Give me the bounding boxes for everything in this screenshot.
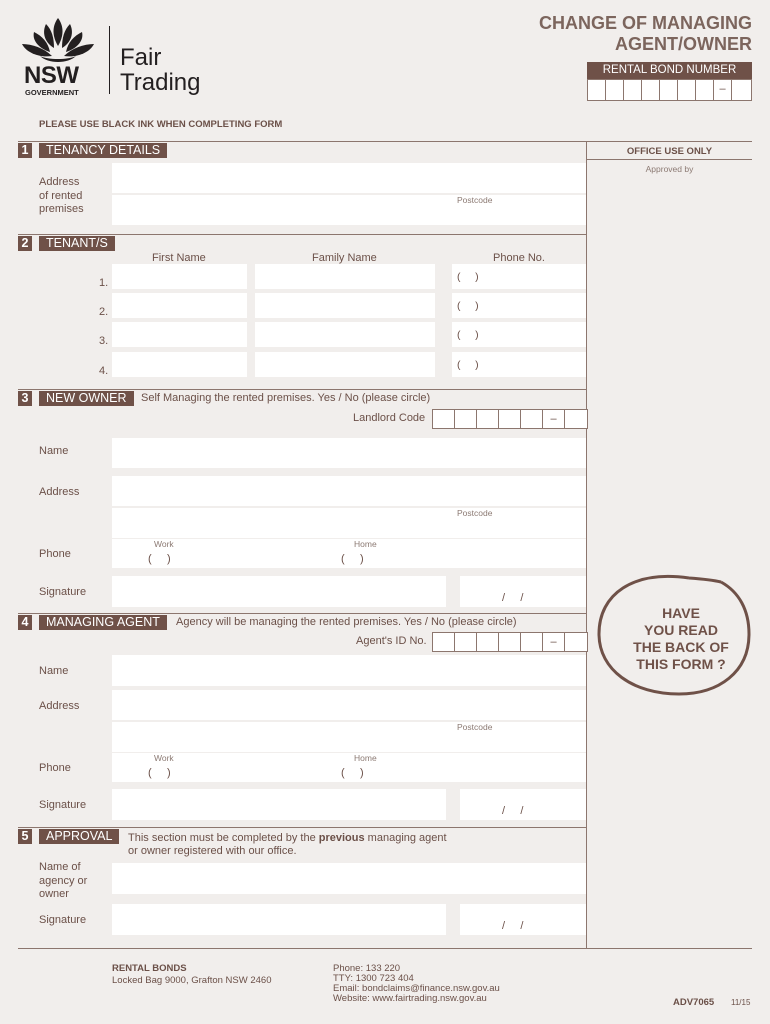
agent-id-label: Agent's ID No. bbox=[356, 635, 427, 647]
agent-signature-label: Signature bbox=[39, 799, 87, 811]
tenant-3-phone-input[interactable] bbox=[452, 322, 586, 347]
phone-parens: ( ) bbox=[457, 271, 479, 283]
tenant-3-first-name-input[interactable] bbox=[112, 322, 247, 347]
tenant-4-phone-input[interactable] bbox=[452, 352, 586, 377]
tenant-4-family-name-input[interactable] bbox=[255, 352, 435, 377]
agent-address-line2-input[interactable] bbox=[112, 722, 586, 752]
form-code: ADV7065 bbox=[673, 997, 715, 1008]
form-version: 11/15 bbox=[731, 998, 751, 1007]
first-name-header: First Name bbox=[152, 252, 206, 264]
agent-signature-input[interactable] bbox=[112, 789, 446, 820]
section-2-title: TENANT/S bbox=[39, 236, 115, 251]
agent-phone-label: Phone bbox=[39, 762, 71, 774]
owner-date-input[interactable] bbox=[460, 576, 586, 607]
logo-government-text: GOVERNMENT bbox=[25, 88, 79, 97]
agent-work-parens: ( ) bbox=[148, 767, 171, 779]
owner-signature-input[interactable] bbox=[112, 576, 446, 607]
section-4-rule bbox=[18, 613, 586, 614]
tenant-4-first-name-input[interactable] bbox=[112, 352, 247, 377]
postcode-label-s3: Postcode bbox=[457, 508, 493, 518]
logo-divider bbox=[109, 26, 110, 94]
agent-date-input[interactable] bbox=[460, 789, 586, 820]
tenant-1-first-name-input[interactable] bbox=[112, 264, 247, 289]
office-rule bbox=[587, 159, 752, 160]
agent-address-label: Address bbox=[39, 700, 80, 712]
approved-by-label: Approved by bbox=[645, 164, 694, 174]
approval-note-pre: This section must be completed by the bbox=[128, 832, 319, 844]
logo-nsw-text: NSW bbox=[24, 62, 79, 89]
section-4-number: 4 bbox=[18, 615, 32, 630]
landlord-code-label: Landlord Code bbox=[353, 412, 426, 424]
footer-website: Website: www.fairtrading.nsw.gov.au bbox=[333, 993, 487, 1004]
agent-work-label: Work bbox=[154, 753, 174, 763]
agent-id-input[interactable] bbox=[432, 632, 588, 652]
brand-fair: Fair bbox=[120, 44, 162, 71]
agency-owner-name-input[interactable] bbox=[112, 863, 586, 894]
approval-date-input[interactable] bbox=[460, 904, 586, 935]
rented-address-line2-input[interactable] bbox=[112, 195, 586, 225]
owner-work-parens: ( ) bbox=[148, 553, 171, 565]
agency-managing-note: Agency will be managing the rented premises. Yes / No (please circle) bbox=[176, 616, 517, 628]
tenant-2-family-name-input[interactable] bbox=[255, 293, 435, 318]
agency-owner-name-label: Name of agency or owner bbox=[39, 861, 88, 900]
tenant-row-number: 3. bbox=[99, 335, 109, 347]
date-slashes: / / bbox=[502, 920, 524, 932]
approval-note-bold: previous bbox=[318, 832, 365, 844]
bond-dash: – bbox=[714, 80, 732, 100]
rented-address-line1-input[interactable] bbox=[112, 163, 586, 193]
approval-signature-input[interactable] bbox=[112, 904, 446, 935]
agent-name-label: Name bbox=[39, 665, 69, 677]
agent-name-input[interactable] bbox=[112, 655, 586, 686]
owner-address-line1-input[interactable] bbox=[112, 476, 586, 506]
section-5-rule bbox=[18, 827, 586, 828]
rental-bond-number-input[interactable] bbox=[587, 79, 752, 101]
family-name-header: Family Name bbox=[312, 252, 377, 264]
tenant-row-number: 2. bbox=[99, 306, 109, 318]
footer-email: Email: bondclaims@finance.nsw.gov.au bbox=[333, 983, 500, 994]
section-5-title: APPROVAL bbox=[39, 829, 119, 844]
section-2-number: 2 bbox=[18, 236, 32, 251]
owner-home-parens: ( ) bbox=[341, 553, 364, 565]
section-2-rule bbox=[18, 234, 586, 235]
landlord-code-input[interactable] bbox=[432, 409, 588, 429]
agent-home-label: Home bbox=[354, 753, 377, 763]
black-ink-instruction: PLEASE USE BLACK INK WHEN COMPLETING FORM bbox=[39, 119, 283, 130]
phone-parens: ( ) bbox=[457, 329, 479, 341]
owner-home-label: Home bbox=[354, 539, 377, 549]
rental-bond-label: RENTAL BOND NUMBER bbox=[587, 62, 752, 79]
code-dash: – bbox=[543, 410, 565, 428]
date-slashes: / / bbox=[502, 592, 524, 604]
tenant-1-phone-input[interactable] bbox=[452, 264, 586, 289]
waratah-icon bbox=[18, 16, 98, 66]
agent-address-line1-input[interactable] bbox=[112, 690, 586, 720]
footer-heading: RENTAL BONDS bbox=[112, 963, 187, 974]
footer-tty: TTY: 1300 723 404 bbox=[333, 973, 414, 984]
owner-address-line2-input[interactable] bbox=[112, 508, 586, 538]
form-title-line1: CHANGE OF MANAGING bbox=[539, 13, 752, 33]
callout-line4: THIS FORM ? bbox=[636, 656, 726, 672]
owner-signature-label: Signature bbox=[39, 586, 87, 598]
section-4-title: MANAGING AGENT bbox=[39, 615, 167, 630]
form-title-line2: AGENT/OWNER bbox=[615, 34, 752, 54]
tenant-3-family-name-input[interactable] bbox=[255, 322, 435, 347]
tenant-row-number: 1. bbox=[99, 277, 109, 289]
callout-line2: YOU READ bbox=[644, 622, 718, 638]
approval-note-line1 bbox=[128, 832, 447, 846]
callout-line1: HAVE bbox=[662, 605, 700, 621]
approval-note-line2: or owner registered with our office. bbox=[128, 845, 297, 857]
self-managing-note: Self Managing the rented premises. Yes / No (please circle) bbox=[141, 392, 431, 404]
code-dash: – bbox=[543, 633, 565, 651]
tenant-2-first-name-input[interactable] bbox=[112, 293, 247, 318]
footer-phone: Phone: 133 220 bbox=[333, 963, 401, 974]
date-slashes: / / bbox=[502, 805, 524, 817]
office-column-divider bbox=[586, 141, 587, 949]
tenant-1-family-name-input[interactable] bbox=[255, 264, 435, 289]
owner-work-label: Work bbox=[154, 539, 174, 549]
approval-signature-label: Signature bbox=[39, 914, 87, 926]
section-1-title: TENANCY DETAILS bbox=[39, 143, 167, 158]
phone-parens: ( ) bbox=[457, 300, 479, 312]
section-5-number: 5 bbox=[18, 829, 32, 844]
tenant-row-number: 4. bbox=[99, 365, 109, 377]
owner-phone-label: Phone bbox=[39, 548, 71, 560]
address-rented-premises-label: Address of rented premises bbox=[39, 176, 84, 215]
phone-no-header: Phone No. bbox=[493, 252, 545, 264]
approval-note-post: managing agent bbox=[364, 832, 447, 844]
tenant-2-phone-input[interactable] bbox=[452, 293, 586, 318]
owner-name-label: Name bbox=[39, 445, 69, 457]
brand-trading: Trading bbox=[120, 69, 201, 96]
agent-home-parens: ( ) bbox=[341, 767, 364, 779]
section-3-number: 3 bbox=[18, 391, 32, 406]
bottom-rule bbox=[18, 948, 752, 949]
section-1-number: 1 bbox=[18, 143, 32, 158]
nsw-logo bbox=[18, 16, 98, 96]
postcode-label-s1: Postcode bbox=[457, 195, 493, 205]
top-rule bbox=[18, 141, 752, 142]
section-3-title: NEW OWNER bbox=[39, 391, 134, 406]
owner-address-label: Address bbox=[39, 486, 80, 498]
callout-line3: THE BACK OF bbox=[633, 639, 729, 655]
section-3-rule bbox=[18, 389, 586, 390]
owner-name-input[interactable] bbox=[112, 438, 586, 468]
footer-address: Locked Bag 9000, Grafton NSW 2460 bbox=[112, 975, 272, 986]
postcode-label-s4: Postcode bbox=[457, 722, 493, 732]
phone-parens: ( ) bbox=[457, 359, 479, 371]
office-use-title: OFFICE USE ONLY bbox=[626, 146, 713, 157]
